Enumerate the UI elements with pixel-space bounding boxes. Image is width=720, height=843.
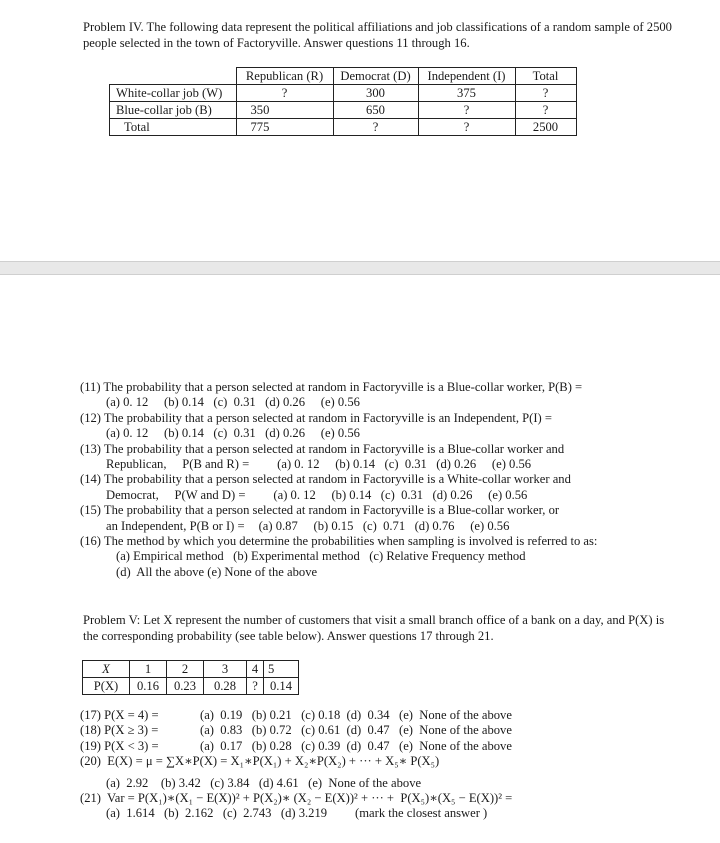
table-cell: 1 (130, 661, 167, 678)
question-14-stem: (14) The probability that a person selected at random in Factoryville is a White-collar worker and (80, 472, 571, 487)
question-21-options: (a) 1.614 (b) 2.162 (c) 2.743 (d) 3.219 (106, 806, 328, 821)
problem5-intro: Problem V: Let X represent the number of customers that visit a small branch office of a bank on a day, and P(X) is the corresponding probability (see table below). Answer questions 17 through 21. (83, 613, 665, 643)
table-cell: Total (110, 119, 237, 136)
table-cell: 4 (247, 661, 264, 678)
table-cell: 0.28 (204, 678, 247, 695)
question-20-options: (a) 2.92 (b) 3.42 (c) 3.84 (d) 4.61 (e) None of the above (106, 775, 422, 790)
table-cell: 0.16 (130, 678, 167, 695)
question-18-options: (a) 0.83 (b) 0.72 (c) 0.61 (d) 0.47 (e) None of the above (200, 723, 512, 738)
table-cell: 775 (236, 119, 333, 136)
table-cell: ? (333, 119, 418, 136)
questions-11-16 (80, 380, 597, 580)
question-11-stem: (11) The probability that a person selected at random in Factoryville is a Blue-collar worker, P(B) = (80, 380, 583, 394)
table-cell: 300 (333, 85, 418, 102)
question-15-options: (a) 0.87 (b) 0.15 (c) 0.71 (d) 0.76 (e) 0.56 (258, 518, 510, 533)
question-14-stem2: Democrat, P(W and D) = (106, 487, 246, 502)
table-cell: ? (515, 85, 576, 102)
table-cell: ? (247, 678, 264, 695)
table-cell: ? (515, 102, 576, 119)
table-row (110, 68, 577, 85)
question-15-stem2: an Independent, P(B or I) = (106, 518, 245, 533)
table-cell: 2500 (515, 119, 576, 136)
table-cell: 350 (236, 102, 333, 119)
question-13-options: (a) 0. 12 (b) 0.14 (c) 0.31 (d) 0.26 (e) 0.56 (277, 457, 532, 472)
affiliation-table (109, 67, 577, 136)
table-cell: 2 (167, 661, 204, 678)
table-cell: ? (236, 85, 333, 102)
question-18 (80, 723, 512, 738)
table-cell: Blue-collar job (B) (110, 102, 237, 119)
question-16-options2: (d) All the above (e) None of the above (116, 564, 318, 579)
table-header: Independent (I) (418, 68, 515, 85)
table-header: Republican (R) (236, 68, 333, 85)
table-cell: ? (418, 119, 515, 136)
question-15-stem: (15) The probability that a person selected at random in Factoryville is a Blue-collar worker, or (80, 503, 560, 518)
page-break (0, 261, 720, 275)
table-cell: 650 (333, 102, 418, 119)
question-13-line2 (80, 457, 597, 472)
question-13-stem: (13) The probability that a person selected at random in Factoryville is a Blue-collar worker and (80, 441, 565, 456)
question-21-note: (mark the closest answer ) (355, 806, 488, 821)
question-17-stem: (17) P(X = 4) = (80, 708, 159, 722)
question-12-options: (a) 0. 12 (b) 0.14 (c) 0.31 (d) 0.26 (e) 0.56 (106, 426, 360, 441)
table-cell: White-collar job (W) (110, 85, 237, 102)
question-15-line2 (80, 519, 597, 534)
table-header: Total (515, 68, 576, 85)
table-cell: 3 (204, 661, 247, 678)
question-16-stem: (16) The method by which you determine the probabilities when sampling is involved is referred to as: (80, 534, 598, 549)
question-18-stem: (18) P(X ≥ 3) = (80, 723, 159, 738)
question-21-line2 (80, 806, 512, 821)
question-17 (80, 708, 512, 723)
table-header: P(X) (83, 678, 130, 695)
question-17-options: (a) 0.19 (b) 0.21 (c) 0.18 (d) 0.34 (e) None of the above (200, 708, 512, 722)
table-cell: 375 (418, 85, 515, 102)
question-14-options: (a) 0. 12 (b) 0.14 (c) 0.31 (d) 0.26 (e) 0.56 (273, 487, 528, 502)
question-13-stem2: Republican, P(B and R) = (106, 457, 250, 472)
question-12-stem: (12) The probability that a person selected at random in Factoryville is an Independent, P(I) = (80, 410, 553, 425)
table-cell: ? (418, 102, 515, 119)
question-19-options: (a) 0.17 (b) 0.28 (c) 0.39 (d) 0.47 (e) None of the above (200, 738, 512, 753)
question-21-stem: (21) Var = P(X₁)∗(X₁ − E(X))² + P(X₂)∗ (X₂ − E(X))² + ··· + P(X₅)∗(X₅ − E(X))² = (80, 791, 513, 806)
question-16-options: (a) Empirical method (b) Experimental method (c) Relative Frequency method (116, 549, 526, 564)
table-row (83, 661, 299, 678)
question-19 (80, 739, 512, 754)
question-11-options: (a) 0. 12 (b) 0.14 (c) 0.31 (d) 0.26 (e) 0.56 (106, 395, 360, 410)
table-cell: 0.14 (264, 678, 299, 695)
question-19-stem: (19) P(X < 3) = (80, 738, 159, 753)
probability-table (82, 660, 299, 695)
table-header: Democrat (D) (333, 68, 418, 85)
table-cell: 0.23 (167, 678, 204, 695)
table-row (110, 119, 577, 136)
question-14-line2 (80, 488, 597, 503)
table-header: X (83, 661, 130, 678)
table-cell: 5 (264, 661, 299, 678)
table-row (83, 678, 299, 695)
questions-17-21 (80, 708, 512, 822)
table-row (110, 102, 577, 119)
problem4-intro: Problem IV. The following data represent the political affiliations and job classifications of a random sample of 2500 people selected in the town of Factoryville. Answer questions 11 through 16. (83, 20, 672, 50)
question-20-stem: (20) E(X) = μ = ∑X∗P(X) = X₁∗P(X₁) + X₂∗P(X₂) + ··· + X₅∗ P(X₅) (80, 754, 440, 769)
table-row (110, 85, 577, 102)
